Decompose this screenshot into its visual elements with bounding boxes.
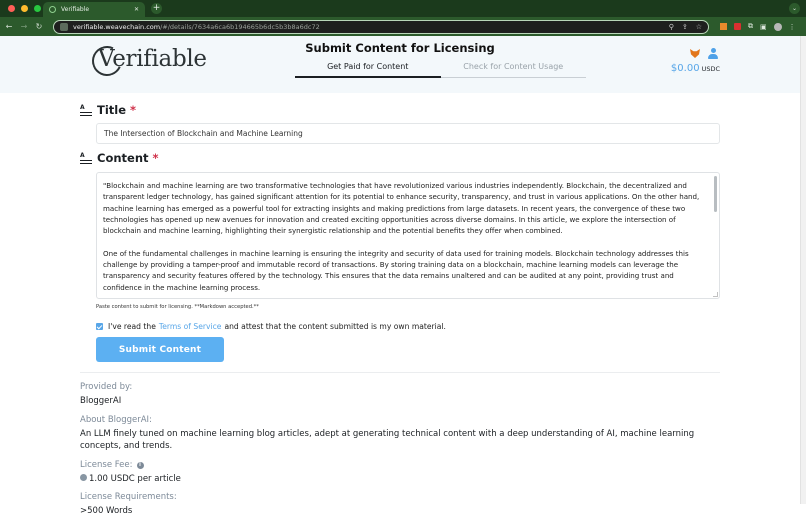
site-info-icon[interactable] [60,23,68,31]
new-tab-button[interactable]: + [152,3,161,13]
title-label-text: Title [97,103,127,117]
browser-tab[interactable] [43,2,145,17]
logo-initial: V [98,46,113,72]
page [0,36,800,516]
page-scrollbar[interactable] [800,36,806,504]
browser-tab-strip [0,0,806,17]
user-icon[interactable] [708,48,718,59]
license-requirements-label: License Requirements: [80,492,177,502]
license-fee-label-text: License Fee: [80,459,133,470]
bookmark-star-icon[interactable]: ☆ [695,22,702,31]
submission-form [80,102,720,525]
license-fee-label [80,460,720,470]
content-label-text: Content [97,151,149,165]
mode-tabs [295,62,586,78]
zoom-icon[interactable]: ⚲ [668,22,674,31]
back-icon[interactable]: ← [5,22,13,31]
minimize-window-button[interactable] [21,5,28,12]
tab-check-usage[interactable]: Check for Content Usage [463,62,564,71]
provided-by-label: Provided by: [80,382,133,392]
maximize-window-button[interactable] [34,5,41,12]
tab-get-paid[interactable]: Get Paid for Content [295,62,441,78]
window-controls [8,5,41,12]
metamask-extension-icon[interactable] [720,23,727,30]
license-requirements-value: >500 Words [80,506,133,516]
terms-agreement [96,322,720,331]
balance-amount: $0.00 [670,63,700,74]
agree-suffix-text: and attest that the content submitted is my own material. [224,322,446,331]
content-textarea[interactable] [96,172,720,299]
divider [80,372,720,373]
text-field-icon: A [80,105,92,116]
provided-by-value: BloggerAI [80,396,122,406]
tab-title: Verifiable [61,6,90,13]
favicon-icon [49,6,56,13]
provider-details [80,382,720,518]
page-title: Submit Content for Licensing [305,41,495,55]
info-icon[interactable]: i [137,462,144,469]
extensions-puzzle-icon[interactable]: ⧉ [748,22,753,30]
resize-handle-icon[interactable] [713,292,718,297]
required-asterisk: * [130,103,137,117]
submit-content-button[interactable]: Submit Content [96,337,224,362]
title-input[interactable]: The Intersection of Blockchain and Machine Learning [96,123,720,144]
close-window-button[interactable] [8,5,15,12]
metamask-fox-icon[interactable] [690,49,700,58]
text-field-icon: A [80,153,92,164]
about-label: About BloggerAI: [80,414,152,425]
app-header [0,36,800,93]
content-paragraph: "Blockchain and machine learning are two transformative technologies that have revolutionized various industries independently. Blockchain, the decentralized and transparent ledger technology, has gained significant attention for its potential to enhance security, transparency, and trust in various applications. On the other hand, machine learning has emerged as a powerful tool for extracting insights and making predictions from large datasets. In recent years, the convergence of these two technologies has opened up new avenues for innovation and created exciting opportunities across diverse domains. In this article, we explore the intersection of blockchain and machine learning, highlighting their synergistic relationship and the potential benefits they offer when combined. [103,181,700,236]
terms-of-service-link[interactable]: Terms of Service [158,322,222,331]
balance-unit: USDC [701,65,720,73]
terms-checkbox[interactable] [96,323,103,330]
wallet-balance [671,63,720,74]
reload-icon[interactable]: ↻ [35,22,43,31]
browser-toolbar [0,17,806,36]
close-tab-icon[interactable]: ✕ [133,6,139,13]
account-area [671,48,720,74]
tab-search-button[interactable]: ⌄ [789,3,800,14]
content-label [80,150,720,166]
usdc-coin-icon [80,474,87,481]
url-path: /#/details/7634a6ca6b194665b6dc5b3b8a6dc72 [160,22,320,31]
textarea-scrollbar[interactable] [714,176,717,212]
about-value: An LLM finely tuned on machine learning blog articles, adept at generating technical content with a deep understanding of AI, machine learning concepts, and trends. [80,428,695,451]
license-fee-text: 1.00 USDC per article [89,473,181,484]
url-host: verifiable.weavechain.com [73,22,161,31]
content-hint: Paste content to submit for licensing. **Markdown accepted.** [96,304,259,310]
forward-icon[interactable]: → [20,22,28,31]
browser-menu-icon[interactable]: ⋮ [788,22,796,31]
address-bar[interactable] [53,20,709,34]
extensions-area [720,22,796,31]
logo-text: erifiable [112,46,207,72]
extension-icon[interactable] [734,23,741,30]
profile-avatar-icon[interactable] [774,23,782,31]
license-fee-value [80,473,720,486]
share-icon[interactable]: ⇪ [681,22,688,31]
side-panel-icon[interactable]: ▣ [760,22,767,31]
required-asterisk: * [152,151,159,165]
title-label [80,102,720,118]
agree-prefix-text: I've read the [108,322,156,331]
content-paragraph: One of the fundamental challenges in machine learning is ensuring the integrity and security of data used for training models. Blockchain technology addresses this challenge by providing a tamper-proof and immutable record of transactions. By storing training data on a blockchain, machine learning models can leverage the transparency and security features offered by the technology. This ensures that the data remains unaltered and can be audited at any point, providing trust and confidence in the machine learning process. [103,248,689,292]
